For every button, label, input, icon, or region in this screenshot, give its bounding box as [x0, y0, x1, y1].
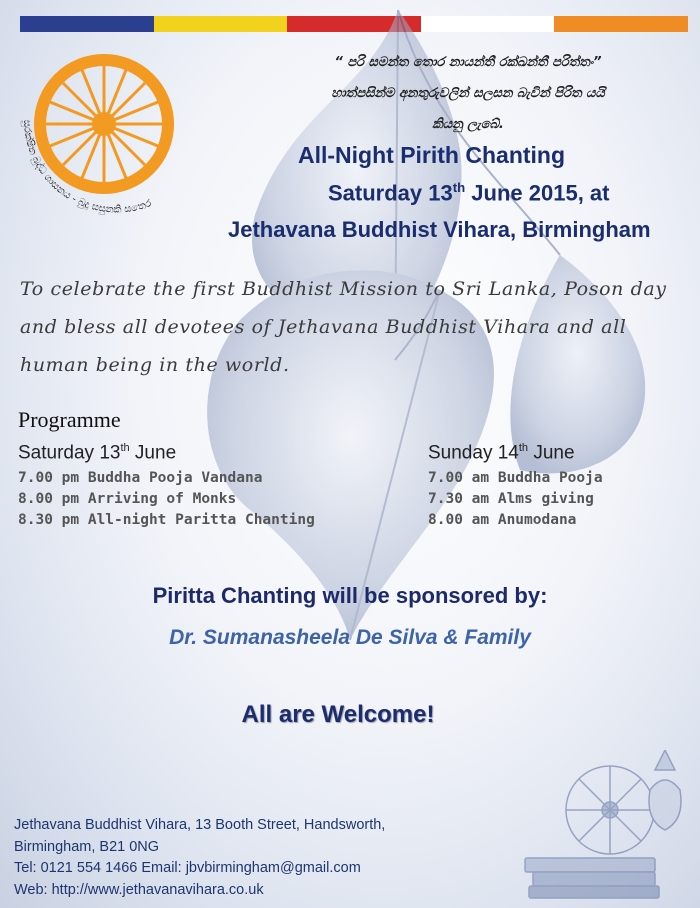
event-date — [328, 180, 610, 206]
sponsor-heading: Piritta Chanting will be sponsored by: — [152, 583, 548, 608]
contact-address-line-2: Birmingham, B21 0NG — [14, 838, 160, 855]
saturday-heading — [18, 442, 176, 464]
pali-quote-line-1: “ පරි සමන්ත තොර නායන්තී රක්ඛන්තී පරිත්තං” — [334, 55, 602, 70]
sunday-item: 7.30 am Alms giving — [428, 491, 594, 507]
event-date-prefix: Saturday 13 — [328, 180, 453, 206]
event-date-sup: th — [452, 180, 466, 195]
sunday-item: 7.00 am Buddha Pooja — [428, 470, 603, 486]
svg-text:සුරක්ෂිත බුද්ධ ශාසනය - බුදු සස: සුරක්ෂිත බුද්ධ ශාසනය - බුදු සසුනකි සතෙර — [20, 119, 154, 216]
sponsor-name: Dr. Sumanasheela De Silva & Family — [169, 626, 531, 649]
sunday-item: 8.00 am Anumodana — [428, 512, 577, 528]
event-date-suffix: June 2015, at — [465, 180, 610, 206]
contact-website[interactable]: Web: http://www.jethavanavihara.co.uk — [14, 881, 264, 898]
pali-quote-line-3: කියනු ලැබේ. — [432, 117, 504, 132]
saturday-item: 7.00 pm Buddha Pooja Vandana — [18, 470, 263, 486]
saturday-suffix: June — [129, 442, 177, 464]
event-title: All-Night Pirith Chanting — [298, 142, 566, 168]
sunday-heading — [428, 442, 575, 464]
sunday-prefix: Sunday 14 — [428, 442, 519, 464]
saturday-item: 8.30 pm All-night Paritta Chanting — [18, 512, 315, 528]
sunday-sup: th — [518, 442, 529, 454]
contact-block — [14, 815, 385, 901]
saturday-prefix: Saturday 13 — [18, 442, 121, 464]
emblem-ring-text — [4, 110, 224, 220]
event-venue: Jethavana Buddhist Vihara, Birmingham — [228, 217, 651, 242]
saturday-sup: th — [120, 442, 130, 454]
pali-quote-line-2: හාත්පසින්ම අනතුරුවලින් සලසන බැවින් පිරිත යයි — [331, 86, 605, 101]
welcome-banner: All are Welcome! — [241, 701, 435, 728]
contact-address-line-1: Jethavana Buddhist Vihara, 13 Booth Street, Handsworth, — [14, 817, 386, 833]
sunday-suffix: June — [528, 442, 575, 464]
saturday-items — [18, 468, 315, 531]
intro-paragraph: To celebrate the first Buddhist Mission to Sri Lanka, Poson day and bless all devotees of Jethavana Buddhist Vihara and all human being in the world. — [20, 278, 667, 376]
contact-phone-email: Tel: 0121 554 1466 Email: jbvbirmingham@gmail.com — [14, 860, 361, 876]
programme-heading: Programme — [18, 407, 121, 432]
stupa-wheel-decoration — [515, 750, 695, 900]
saturday-item: 8.00 pm Arriving of Monks — [18, 491, 237, 507]
sunday-items — [428, 468, 603, 531]
